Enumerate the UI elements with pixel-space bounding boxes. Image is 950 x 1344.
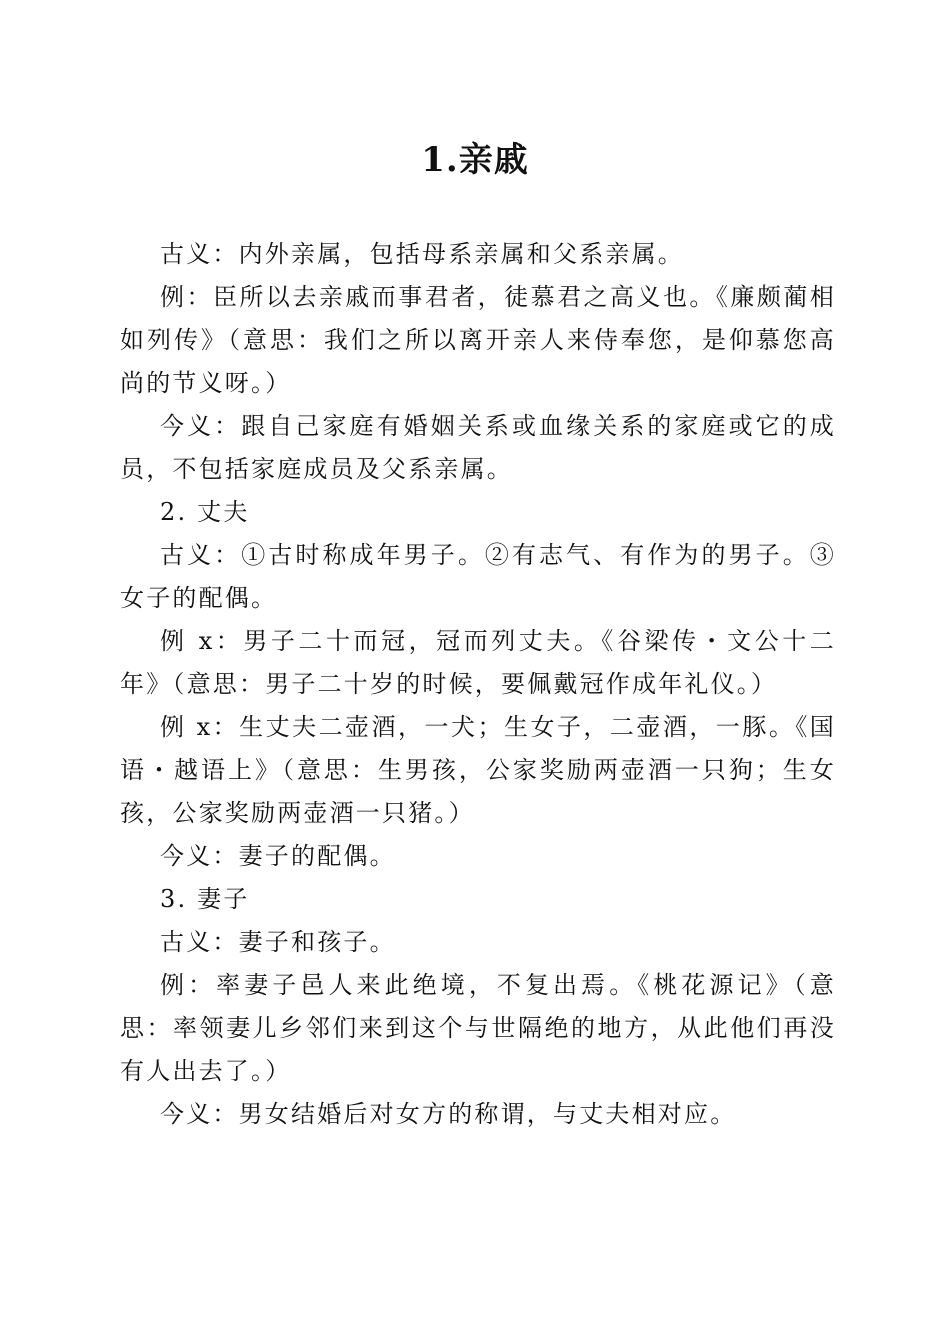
paragraph-example: 例：臣所以去亲戚而事君者，徒慕君之高义也。《廉颇蔺相如列传》（意思：我们之所以离开亲人来侍奉您，是仰慕您高尚的节义呀。） — [120, 283, 836, 397]
page-title: 1.亲戚 — [421, 140, 529, 180]
paragraph-ancient-meaning: 古义：妻子和孩子。 — [160, 928, 396, 956]
section-heading: 2. 丈夫 — [160, 498, 250, 526]
paragraph-modern-meaning: 今义：男女结婚后对女方的称谓，与丈夫相对应。 — [160, 1100, 737, 1128]
paragraph-ancient-meaning: 古义：①古时称成年男子。②有志气、有作为的男子。③女子的配偶。 — [120, 541, 836, 612]
paragraph-example: 例：率妻子邑人来此绝境，不复出焉。《桃花源记》（意思：率领妻儿乡邻们来到这个与世隔绝的地方，从此他们再没有人出去了。） — [120, 971, 836, 1085]
section-heading: 3. 妻子 — [160, 885, 250, 913]
paragraph-modern-meaning: 今义：妻子的配偶。 — [160, 842, 396, 870]
paragraph-example: 例 x：生丈夫二壶酒，一犬；生女子，二壶酒，一豚。《国语・越语上》（意思：生男孩，公家奖励两壶酒一只狗；生女孩，公家奖励两壶酒一只猪。） — [120, 713, 836, 827]
document-body — [120, 233, 836, 1136]
paragraph-ancient-meaning: 古义：内外亲属，包括母系亲属和父系亲属。 — [160, 240, 684, 268]
paragraph-example: 例 x：男子二十而冠，冠而列丈夫。《谷梁传・文公十二年》（意思：男子二十岁的时候，要佩戴冠作成年礼仪。） — [120, 627, 836, 698]
paragraph-modern-meaning: 今义：跟自己家庭有婚姻关系或血缘关系的家庭或它的成员，不包括家庭成员及父系亲属。 — [120, 412, 836, 483]
